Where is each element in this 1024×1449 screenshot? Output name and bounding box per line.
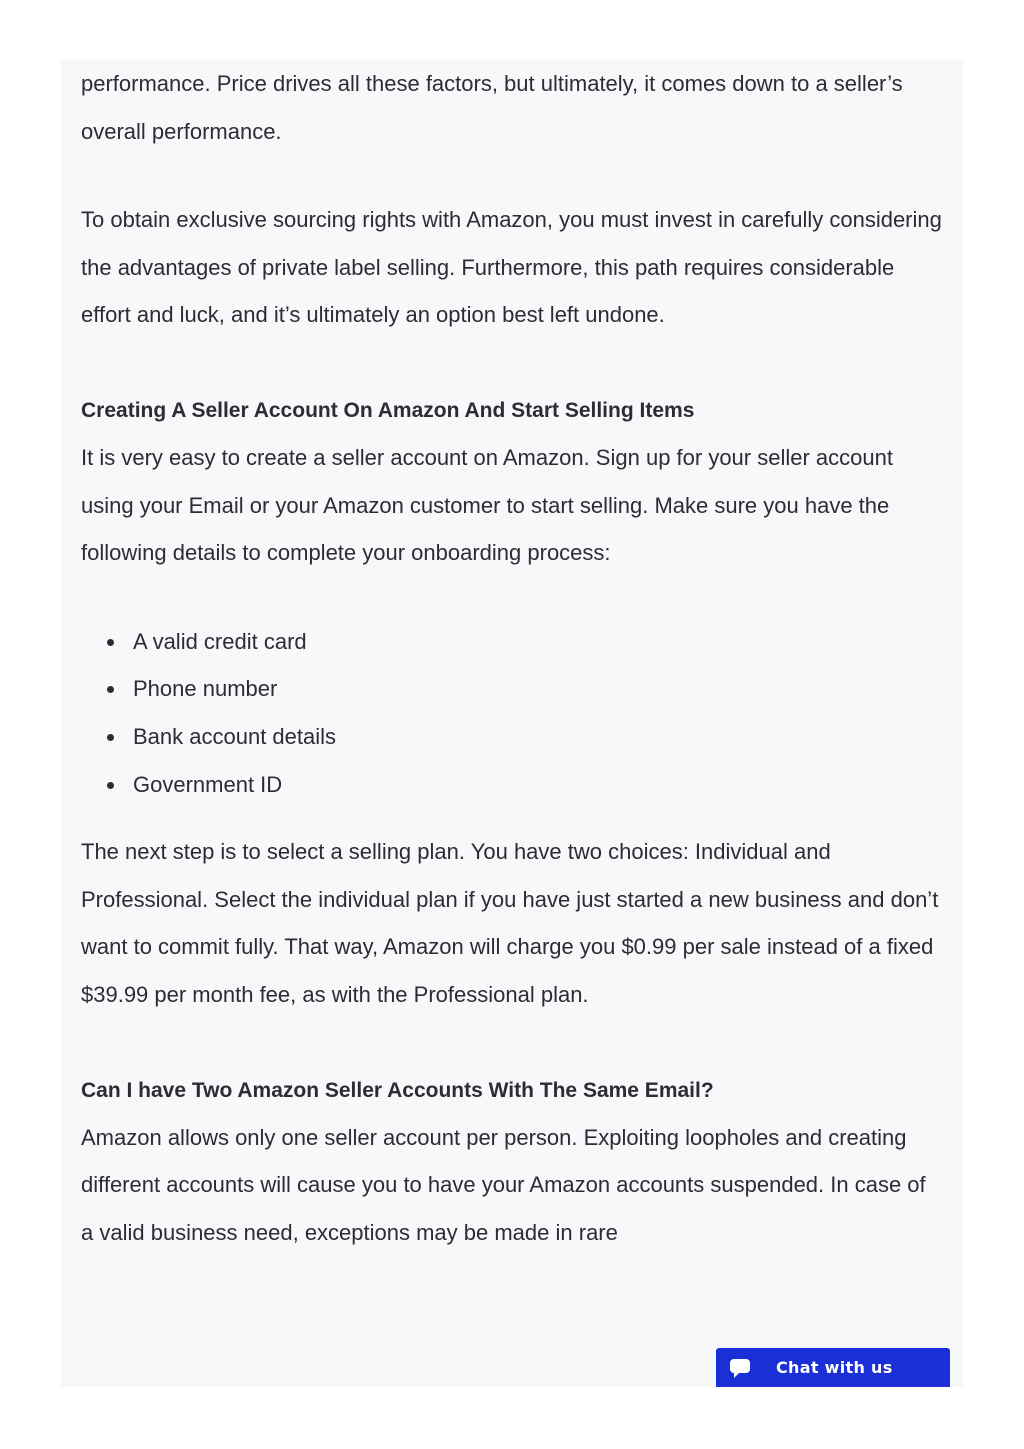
paragraph-exclusive-sourcing: To obtain exclusive sourcing rights with Amazon, you must invest in carefully considering the advantages of private label selling. Furthermore, this path requires considerable effort and luck, and it’s ultimately an option best left undone. bbox=[81, 207, 942, 328]
requirements-list bbox=[81, 618, 943, 808]
article-content bbox=[81, 60, 943, 1256]
article-page bbox=[61, 60, 963, 1387]
chat-bubble-icon bbox=[729, 1357, 751, 1379]
paragraph-create-seller-account: It is very easy to create a seller account on Amazon. Sign up for your seller account using your Email or your Amazon customer to start selling. Make sure you have the following details to complete your onboarding process: bbox=[81, 444, 893, 566]
paragraph-performance: performance. Price drives all these factors, but ultimately, it comes down to a seller’s overall performance. bbox=[81, 71, 903, 144]
list-item: Phone number bbox=[133, 665, 943, 713]
chat-button-label: Chat with us bbox=[776, 1358, 893, 1377]
chat-with-us-button[interactable] bbox=[716, 1348, 950, 1387]
heading-create-seller-account: Creating A Seller Account On Amazon And Start Selling Items bbox=[81, 398, 695, 422]
paragraph-two-accounts: Amazon allows only one seller account per person. Exploiting loopholes and creating different accounts will cause you to have your Amazon accounts suspended. In case of a valid business need, exceptions may be made in rare bbox=[81, 1124, 926, 1245]
list-item: Bank account details bbox=[133, 713, 943, 761]
list-item: A valid credit card bbox=[133, 618, 943, 666]
list-item: Government ID bbox=[133, 761, 943, 809]
heading-two-accounts: Can I have Two Amazon Seller Accounts With The Same Email? bbox=[81, 1078, 714, 1102]
paragraph-selling-plan: The next step is to select a selling plan. You have two choices: Individual and Professional. Select the individual plan if you have just started a new business and don’t want to commit fully. That way, Amazon will charge you $0.99 per sale instead of a fixed $39.99 per month fee, as with the Professional plan. bbox=[81, 839, 939, 1007]
